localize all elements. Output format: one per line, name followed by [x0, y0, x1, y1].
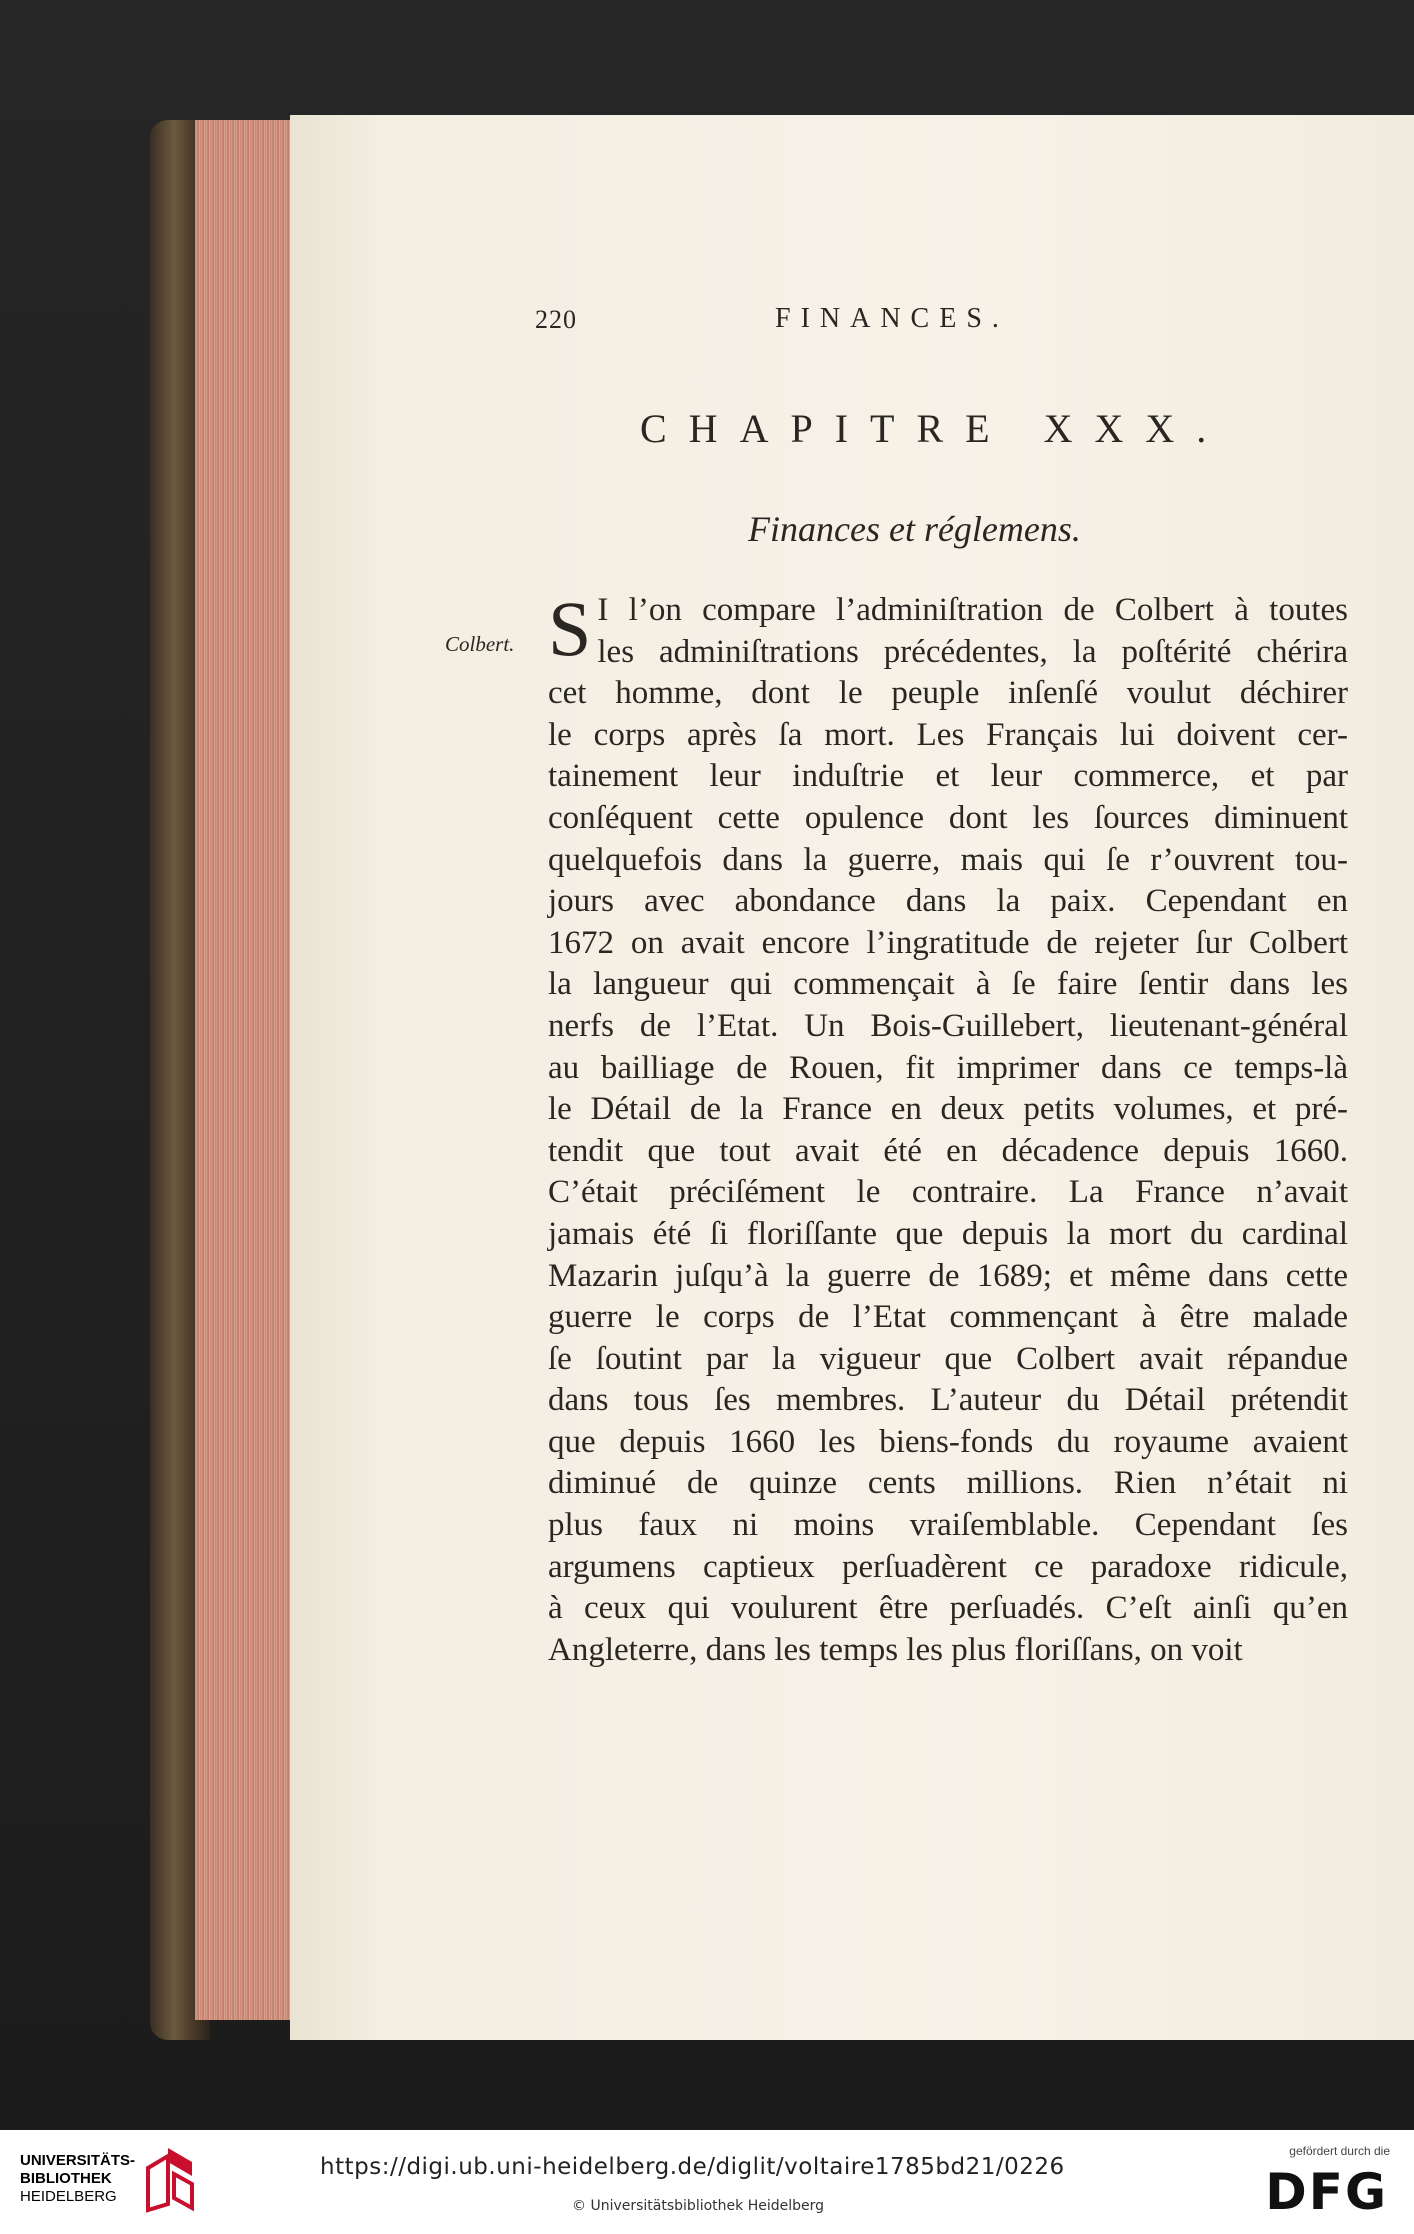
text-line: le corps après ſa mort. Les Français lui doivent cer-	[548, 716, 1348, 753]
text-line: tainement leur induſtrie et leur commerce, et par	[548, 758, 1348, 795]
chapter-subtitle: Finances et réglemens.	[748, 509, 1081, 549]
text-line: nerfs de l’Etat. Un Bois-Guillebert, lieutenant-général	[548, 1007, 1348, 1044]
text-line: argumens captieux perſuadèrent ce paradoxe ridicule,	[548, 1548, 1348, 1585]
text-line: Mazarin juſqu’à la guerre de 1689; et même dans cette	[548, 1257, 1348, 1294]
margin-note: Colbert.	[445, 632, 515, 656]
library-name-line3: HEIDELBERG	[20, 2188, 117, 2205]
text-line: jours avec abondance dans la paix. Cependant en	[548, 883, 1348, 920]
text-line: guerre le corps de l’Etat commençant à être malade	[548, 1299, 1348, 1336]
library-name-line2: BIBLIOTHEK	[20, 2170, 112, 2187]
text-line: C’était préciſément le contraire. La France n’avait	[548, 1174, 1348, 1211]
running-title: FINANCES.	[775, 303, 1009, 334]
text-line: quelquefois dans la guerre, mais qui ſe r’ouvrent tou-	[548, 841, 1348, 878]
text-line: Angleterre, dans les temps les plus floriſſans, on voit	[548, 1631, 1243, 1668]
text-line: à ceux qui voulurent être perſuadés. C’eſt ainſi qu’en	[548, 1590, 1348, 1627]
dfg-logo-icon: DFG	[1265, 2163, 1388, 2221]
library-name-line1: UNIVERSITÄTS-	[20, 2152, 136, 2169]
library-logo-text	[20, 2152, 135, 2206]
text-line: la langueur qui commençait à ſe faire ſentir dans les	[548, 966, 1348, 1003]
library-logo-icon	[140, 2144, 196, 2214]
text-line: ſe ſoutint par la vigueur que Colbert avait répandue	[548, 1340, 1348, 1377]
page-number: 220	[535, 305, 577, 334]
text-line: conſéquent cette opulence dont les ſources diminuent	[548, 799, 1348, 836]
text-line: tendit que tout avait été en décadence depuis 1660.	[548, 1132, 1348, 1169]
text-line: cet homme, dont le peuple inſenſé voulut déchirer	[548, 675, 1348, 712]
text-line: le Détail de la France en deux petits volumes, et pré-	[548, 1091, 1348, 1128]
text-line: I l’on compare l’adminiſtration de Colbert à toutes	[597, 592, 1348, 628]
page-edges	[195, 120, 295, 2020]
drop-cap: S	[548, 585, 592, 672]
text-line: jamais été ſi floriſſante que depuis la mort du cardinal	[548, 1215, 1348, 1252]
text-line: dans tous ſes membres. L’auteur du Détail prétendit	[548, 1382, 1348, 1419]
text-line: au bailliage de Rouen, fit imprimer dans ce temps-là	[548, 1049, 1348, 1086]
viewer-footer	[0, 2130, 1414, 2234]
body-text	[548, 585, 1348, 1671]
chapter-heading: CHAPITRE XXX.	[640, 406, 1229, 451]
text-line: les adminiſtrations précédentes, la poſtérité chérira	[597, 633, 1348, 670]
text-line: plus faux ni moins vraiſemblable. Cependant ſes	[548, 1507, 1348, 1544]
funder-caption: gefördert durch die	[1289, 2144, 1390, 2158]
permalink-url[interactable]: https://digi.ub.uni-heidelberg.de/diglit/voltaire1785bd21/0226	[320, 2154, 1065, 2180]
text-line: que depuis 1660 les biens-fonds du royaume avaient	[548, 1423, 1348, 1460]
running-head	[535, 305, 1095, 345]
text-line: 1672 on avait encore l’ingratitude de rejeter ſur Colbert	[548, 924, 1348, 961]
copyright-notice: © Universitätsbibliothek Heidelberg	[572, 2198, 825, 2214]
text-line: diminué de quinze cents millions. Rien n’était ni	[548, 1465, 1348, 1502]
